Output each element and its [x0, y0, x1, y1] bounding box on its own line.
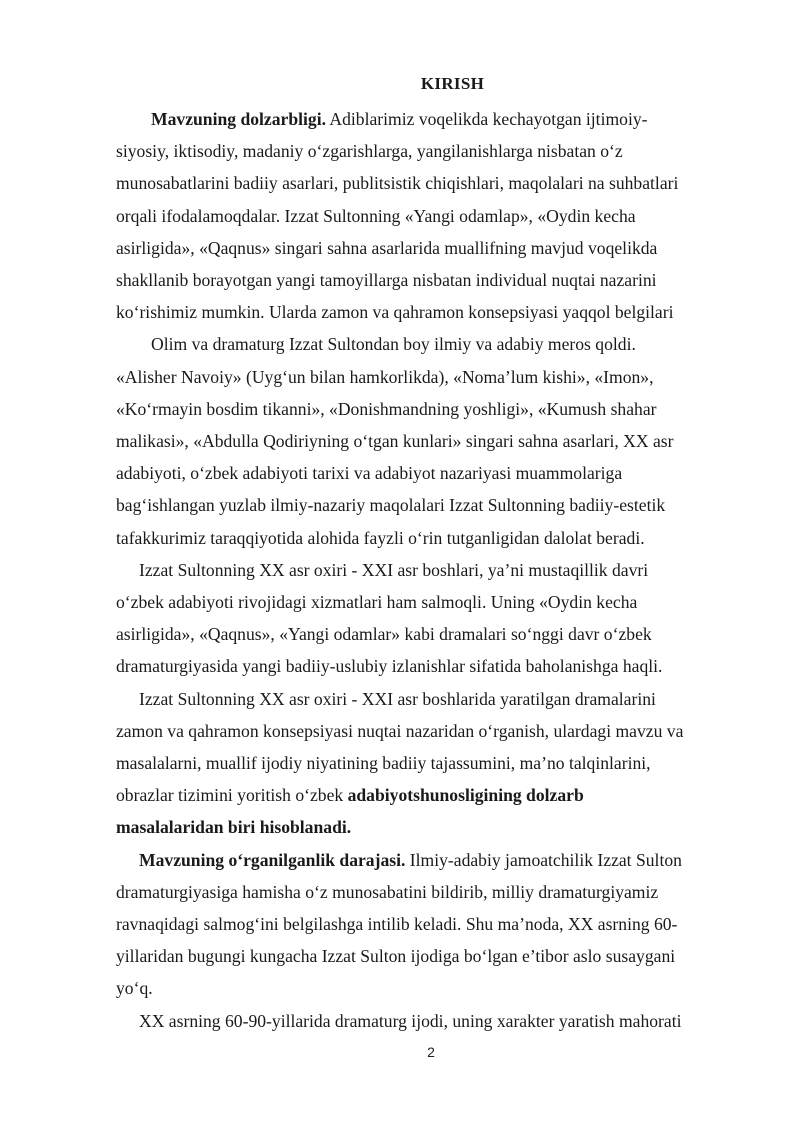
text-span: asirligida», «Qaqnus», «Yangi odamlar» kabi dramalari so‘nggi davr o‘zbek — [116, 624, 652, 645]
text-line — [116, 200, 740, 232]
text-span: zamon va qahramon konsepsiyasi nuqtai nazaridan o‘rganish, ulardagi mavzu va — [116, 720, 684, 741]
text-line — [116, 361, 740, 393]
text-span: Olim va dramaturg Izzat Sultondan boy ilmiy va adabiy meros qoldi. — [151, 334, 636, 355]
text-line — [116, 522, 740, 554]
text-line — [116, 618, 740, 650]
text-span: bag‘ishlangan yuzlab ilmiy-nazariy maqolalari Izzat Sultonning badiiy-estetik — [116, 495, 666, 516]
text-line — [116, 650, 740, 682]
text-line — [116, 972, 740, 1004]
text-span: XX asrning 60-90-yillarida dramaturg ijodi, uning xarakter yaratish mahorati — [139, 1010, 682, 1031]
text-span: ravnaqidagi salmog‘ini belgilashga intilib keladi. Shu ma’noda, XX asrning 60- — [116, 914, 678, 935]
text-span: shakllanib borayotgan yangi tamoyillarga nisbatan individual nuqtai nazarini — [116, 270, 657, 291]
bold-text: masalalaridan biri hisoblanadi. — [116, 817, 352, 838]
text-span: Ilmiy-adabiy jamoatchilik Izzat Sulton — [405, 849, 682, 870]
text-line — [116, 683, 740, 715]
text-line — [116, 457, 740, 489]
text-line — [116, 489, 740, 521]
text-span: yo‘q. — [116, 978, 153, 999]
text-span: «Ko‘rmayin bosdim tikanni», «Donishmandning yoshligi», «Kumush shahar — [116, 398, 657, 419]
text-line — [116, 940, 740, 972]
bold-text: adabiyotshunosligining dolzarb — [347, 785, 584, 806]
text-line — [116, 264, 740, 296]
text-span: Izzat Sultonning XX asr oxiri - XXI asr boshlarida yaratilgan dramalarini — [139, 688, 656, 709]
bold-text: Mavzuning dolzarbligi. — [151, 109, 326, 129]
text-span: adabiyoti, o‘zbek adabiyoti tarixi va adabiyot nazariyasi muammolariga — [116, 463, 623, 484]
text-line — [116, 103, 740, 135]
page-number: 2 — [427, 1044, 435, 1060]
text-line — [116, 844, 740, 876]
text-line — [116, 747, 740, 779]
text-line — [116, 393, 740, 425]
text-line — [116, 586, 740, 618]
text-line — [116, 715, 740, 747]
text-span: orqali ifodalamoqdalar. Izzat Sultonning «Yangi odamlap», «Oydin kecha — [116, 205, 636, 226]
text-span: ko‘rishimiz mumkin. Ularda zamon va qahramon konsepsiyasi yaqqol belgilari — [116, 302, 674, 323]
text-line — [116, 779, 740, 811]
text-span: dramaturgiyasida yangi badiiy-uslubiy izlanishlar sifatida baholanishga haqli. — [116, 656, 663, 677]
text-line — [116, 167, 740, 199]
text-span: obrazlar tizimini yoritish o‘zbek — [116, 785, 348, 806]
text-span: masalalarni, muallif ijodiy niyatining badiiy tajassumini, ma’no talqinlarini, — [116, 753, 651, 774]
text-span: Izzat Sultonning XX asr oxiri - XXI asr boshlari, ya’ni mustaqillik davri — [139, 559, 649, 580]
text-span: o‘zbek adabiyoti rivojidagi xizmatlari ham salmoqli. Uning «Oydin kecha — [116, 592, 638, 613]
text-span: siyosiy, iktisodiy, madaniy o‘zgarishlarga, yangilanishlarga nisbatan o‘z — [116, 141, 623, 162]
text-line — [116, 876, 740, 908]
text-line — [116, 811, 740, 843]
text-line — [116, 232, 740, 264]
body-text — [116, 103, 740, 1037]
text-line — [116, 328, 740, 360]
text-span: malikasi», «Abdulla Qodiriyning o‘tgan kunlari» singari sahna asarlari, XX asr — [116, 431, 674, 452]
text-line — [116, 296, 740, 328]
bold-text: Mavzuning o‘rganilganlik darajasi. — [139, 849, 406, 870]
text-line — [116, 908, 740, 940]
text-span: tafakkurimiz taraqqiyotida alohida fayzli o‘rin tutganligidan dalolat beradi. — [116, 527, 645, 548]
text-span: «Alisher Navoiy» (Uyg‘un bilan hamkorlikda), «Noma’lum kishi», «Imon», — [116, 366, 654, 387]
text-span: yillaridan bugungi kungacha Izzat Sulton ijodiga bo‘lgan e’tibor aslo susaygani — [116, 946, 676, 967]
text-line — [116, 1005, 740, 1037]
text-span: munosabatlarini badiiy asarlari, publitsistik chiqishlari, maqolalari na suhbatlari — [116, 173, 679, 194]
text-line — [116, 425, 740, 457]
page-title: KIRISH — [420, 74, 485, 93]
text-span: Adiblarimiz voqelikda kechayotgan ijtimoiy- — [325, 109, 648, 129]
text-span: dramaturgiyasiga hamisha o‘z munosabatini bildirib, milliy dramaturgiyamiz — [116, 881, 659, 902]
text-line — [116, 554, 740, 586]
text-span: asirligida», «Qaqnus» singari sahna asarlarida muallifning mavjud voqelikda — [116, 237, 658, 258]
text-line — [116, 135, 740, 167]
